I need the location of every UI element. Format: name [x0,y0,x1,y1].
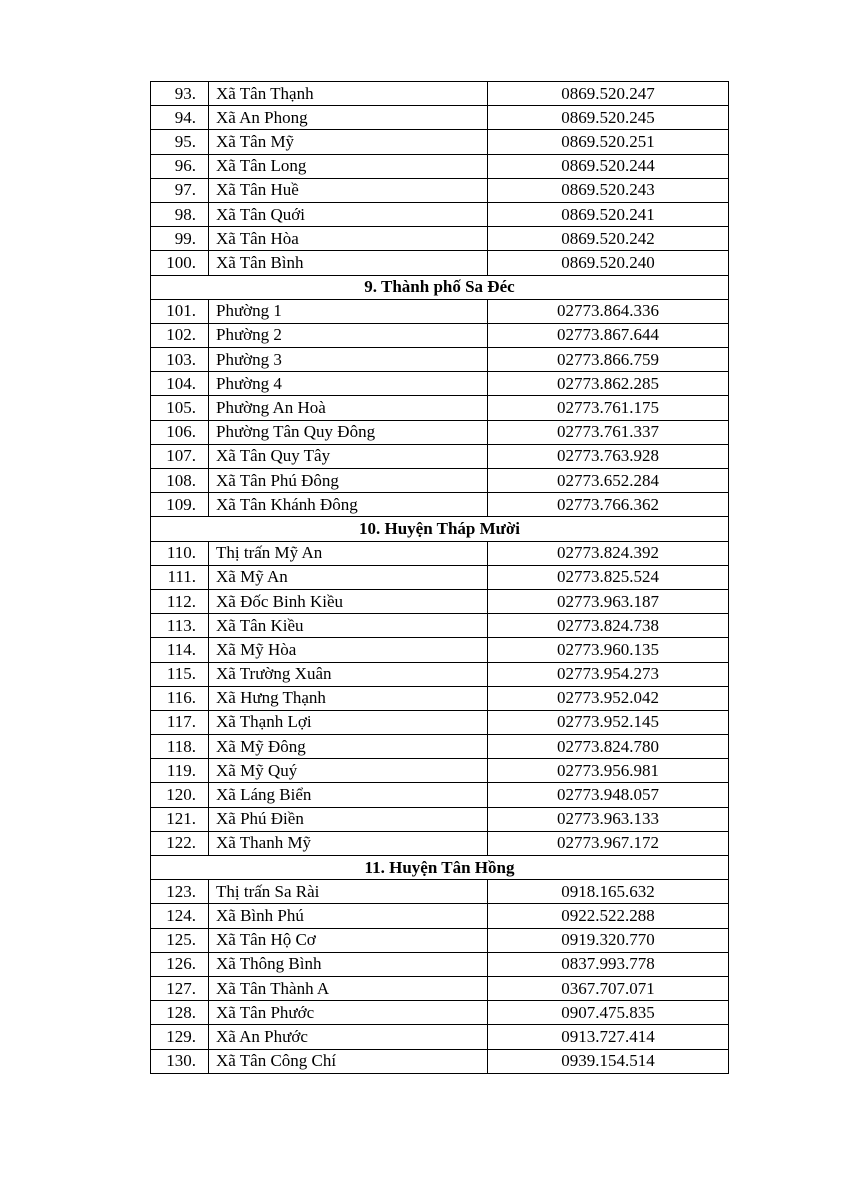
row-number: 99. [151,227,209,251]
phone-number: 02773.960.135 [488,638,729,662]
row-number: 115. [151,662,209,686]
phone-number: 02773.952.145 [488,710,729,734]
row-number: 120. [151,783,209,807]
row-number: 102. [151,323,209,347]
table-row [151,928,729,952]
contact-table [150,81,729,1074]
row-number: 124. [151,904,209,928]
phone-number: 0869.520.245 [488,106,729,130]
unit-name: Xã Tân Bình [209,251,488,275]
unit-name: Xã Tân Quới [209,202,488,226]
unit-name: Thị trấn Sa Rài [209,880,488,904]
table-row [151,638,729,662]
phone-number: 0869.520.247 [488,82,729,106]
table-row [151,614,729,638]
row-number: 107. [151,444,209,468]
table-row [151,154,729,178]
row-number: 111. [151,565,209,589]
table-row [151,976,729,1000]
unit-name: Xã Mỹ Đông [209,735,488,759]
table-row [151,831,729,855]
table-row [151,202,729,226]
row-number: 113. [151,614,209,638]
table-row [151,759,729,783]
row-number: 98. [151,202,209,226]
unit-name: Xã Tân Thạnh [209,82,488,106]
unit-name: Xã Tân Công Chí [209,1049,488,1073]
table-row [151,348,729,372]
row-number: 105. [151,396,209,420]
phone-number: 0913.727.414 [488,1025,729,1049]
table-row [151,227,729,251]
unit-name: Xã Tân Mỹ [209,130,488,154]
unit-name: Xã Tân Khánh Đông [209,493,488,517]
phone-number: 02773.766.362 [488,493,729,517]
phone-number: 02773.954.273 [488,662,729,686]
phone-number: 0869.520.240 [488,251,729,275]
phone-number: 02773.824.392 [488,541,729,565]
phone-number: 0939.154.514 [488,1049,729,1073]
phone-number: 02773.866.759 [488,348,729,372]
unit-name: Xã Thông Bình [209,952,488,976]
phone-number: 02773.761.175 [488,396,729,420]
table-row [151,735,729,759]
row-number: 112. [151,589,209,613]
unit-name: Xã Tân Quy Tây [209,444,488,468]
unit-name: Xã Thanh Mỹ [209,831,488,855]
table-row [151,178,729,202]
unit-name: Thị trấn Mỹ An [209,541,488,565]
phone-number: 02773.864.336 [488,299,729,323]
table-row [151,82,729,106]
phone-number: 0869.520.244 [488,154,729,178]
phone-number: 0869.520.243 [488,178,729,202]
row-number: 129. [151,1025,209,1049]
phone-number: 0869.520.242 [488,227,729,251]
section-title: 11. Huyện Tân Hồng [151,856,729,880]
row-number: 116. [151,686,209,710]
row-number: 110. [151,541,209,565]
unit-name: Phường 4 [209,372,488,396]
table-row [151,686,729,710]
table-row [151,783,729,807]
phone-number: 02773.824.738 [488,614,729,638]
unit-name: Xã Mỹ An [209,565,488,589]
row-number: 114. [151,638,209,662]
unit-name: Phường 3 [209,348,488,372]
phone-number: 0918.165.632 [488,880,729,904]
table-row [151,1001,729,1025]
row-number: 121. [151,807,209,831]
row-number: 118. [151,735,209,759]
table-row [151,807,729,831]
row-number: 117. [151,710,209,734]
row-number: 108. [151,469,209,493]
phone-number: 0869.520.241 [488,202,729,226]
row-number: 109. [151,493,209,517]
row-number: 103. [151,348,209,372]
table-row [151,299,729,323]
table-row [151,1025,729,1049]
table-row [151,662,729,686]
phone-number: 02773.825.524 [488,565,729,589]
table-row [151,904,729,928]
table-row [151,420,729,444]
unit-name: Xã Tân Phú Đông [209,469,488,493]
row-number: 126. [151,952,209,976]
unit-name: Phường 2 [209,323,488,347]
row-number: 94. [151,106,209,130]
table-row [151,130,729,154]
row-number: 96. [151,154,209,178]
unit-name: Xã Tân Hòa [209,227,488,251]
unit-name: Phường An Hoà [209,396,488,420]
phone-number: 02773.967.172 [488,831,729,855]
row-number: 104. [151,372,209,396]
phone-number: 02773.963.187 [488,589,729,613]
unit-name: Xã Trường Xuân [209,662,488,686]
row-number: 122. [151,831,209,855]
unit-name: Xã Tân Huề [209,178,488,202]
table-row [151,1049,729,1073]
table-row [151,106,729,130]
unit-name: Phường Tân Quy Đông [209,420,488,444]
table-row [151,952,729,976]
row-number: 97. [151,178,209,202]
row-number: 125. [151,928,209,952]
unit-name: Xã Mỹ Hòa [209,638,488,662]
phone-number: 0919.320.770 [488,928,729,952]
phone-number: 02773.867.644 [488,323,729,347]
phone-number: 02773.761.337 [488,420,729,444]
phone-number: 02773.763.928 [488,444,729,468]
row-number: 93. [151,82,209,106]
row-number: 127. [151,976,209,1000]
unit-name: Xã Bình Phú [209,904,488,928]
table-row [151,710,729,734]
unit-name: Xã Đốc Binh Kiều [209,589,488,613]
contact-table-body [151,82,729,1074]
phone-number: 02773.824.780 [488,735,729,759]
section-title: 9. Thành phố Sa Đéc [151,275,729,299]
phone-number: 02773.948.057 [488,783,729,807]
unit-name: Xã Tân Hộ Cơ [209,928,488,952]
table-row [151,880,729,904]
unit-name: Xã An Phong [209,106,488,130]
unit-name: Xã Tân Phước [209,1001,488,1025]
unit-name: Xã Tân Long [209,154,488,178]
phone-number: 02773.952.042 [488,686,729,710]
unit-name: Xã Thạnh Lợi [209,710,488,734]
table-row [151,589,729,613]
phone-number: 0869.520.251 [488,130,729,154]
row-number: 101. [151,299,209,323]
table-row [151,396,729,420]
phone-number: 0837.993.778 [488,952,729,976]
phone-number: 02773.652.284 [488,469,729,493]
unit-name: Xã An Phước [209,1025,488,1049]
phone-number: 02773.862.285 [488,372,729,396]
unit-name: Phường 1 [209,299,488,323]
phone-number: 0922.522.288 [488,904,729,928]
section-header-row [151,517,729,541]
row-number: 100. [151,251,209,275]
section-title: 10. Huyện Tháp Mười [151,517,729,541]
table-row [151,541,729,565]
table-row [151,251,729,275]
section-header-row [151,275,729,299]
table-row [151,372,729,396]
section-header-row [151,856,729,880]
phone-number: 02773.956.981 [488,759,729,783]
unit-name: Xã Hưng Thạnh [209,686,488,710]
phone-number: 0367.707.071 [488,976,729,1000]
row-number: 123. [151,880,209,904]
row-number: 106. [151,420,209,444]
phone-number: 02773.963.133 [488,807,729,831]
table-row [151,469,729,493]
unit-name: Xã Mỹ Quý [209,759,488,783]
phone-number: 0907.475.835 [488,1001,729,1025]
row-number: 95. [151,130,209,154]
table-row [151,444,729,468]
unit-name: Xã Tân Kiều [209,614,488,638]
table-row [151,323,729,347]
table-row [151,493,729,517]
table-row [151,565,729,589]
unit-name: Xã Láng Biển [209,783,488,807]
unit-name: Xã Tân Thành A [209,976,488,1000]
row-number: 119. [151,759,209,783]
row-number: 128. [151,1001,209,1025]
unit-name: Xã Phú Điền [209,807,488,831]
row-number: 130. [151,1049,209,1073]
